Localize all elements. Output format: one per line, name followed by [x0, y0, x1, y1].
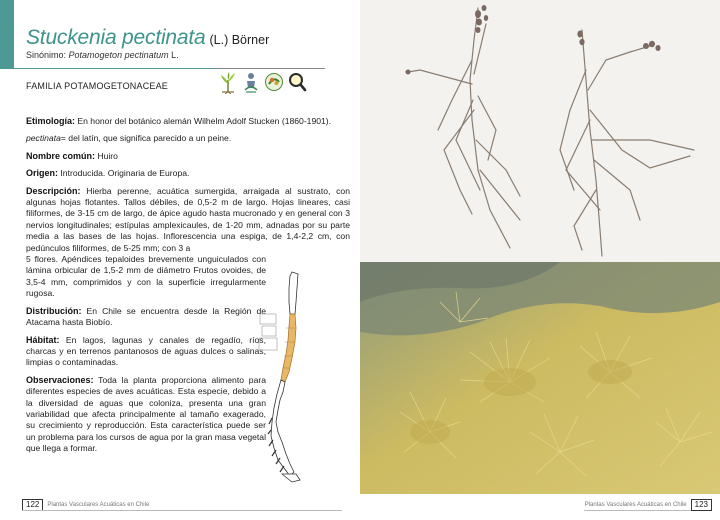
- pectinata-paragraph: [26, 133, 350, 144]
- family-name: FAMILIA POTAMOGETONACEAE: [26, 81, 168, 91]
- etymology-text: En honor del botánico alemán Wilhelm Adolf Stucken (1860-1901).: [75, 116, 332, 126]
- page-number-left: 122: [22, 499, 43, 511]
- herb-habit-icon: [218, 70, 238, 94]
- habitat-text: En lagos, lagunas y canales de regadío, ríos, charcas y en terrenos pantanosos de aguas dulces o salinas, limpias o contaminadas.: [26, 334, 266, 368]
- description-paragraph: [26, 186, 350, 254]
- distribution-text: En Chile se encuentra desde la Región de Atacama hasta Biobío.: [26, 305, 266, 328]
- observations-text: Toda la planta proporciona alimento para diferentes especies de aves acuáticas. Esta especie, debido a la diversidad de aguas que coloniza, presenta una gran variabilidad que afecta principalmente al tamaño exagerado, su crecimiento y reproducción. Esta característica puede ser un problema para los cursos de agua por la gran masa vegetal que llega a formar.: [26, 374, 266, 454]
- common-name-text: Huiro: [95, 150, 118, 161]
- magnifier-icon: [287, 70, 307, 94]
- habitat-label: Hábitat:: [26, 334, 60, 345]
- running-title-right: Plantas Vasculares Acuáticas en Chile: [584, 502, 687, 508]
- synonym-author: L.: [168, 50, 179, 60]
- synonym-label: Sinónimo:: [26, 50, 69, 60]
- running-title-left: Plantas Vasculares Acuáticas en Chile: [47, 502, 150, 508]
- etymology-label: Etimología:: [26, 116, 75, 126]
- title-rule-end: [215, 68, 325, 69]
- common-name-paragraph: [26, 151, 350, 162]
- etymology-paragraph: [26, 116, 350, 127]
- distribution-label: Distribución:: [26, 305, 82, 316]
- description-label: Descripción:: [26, 185, 81, 196]
- origin-label: Origen:: [26, 168, 59, 179]
- pectinata-text: = del latín, que significa parecido a un peine.: [60, 133, 232, 144]
- chile-distribution-map: [256, 268, 312, 486]
- waterfowl-food-icon: [264, 70, 284, 94]
- common-name-label: Nombre común:: [26, 150, 96, 161]
- page-title: [26, 26, 269, 50]
- description-continuation: 5 flores. Apéndices tepaloides brevemente unguiculados con lámina orbicular de 1,5-2 mm de diámetro Frutos ovoides, de 3,5-4 mm, comprimidos y con la superficie irregularmente rugosa.: [26, 254, 266, 299]
- observations-label: Observaciones:: [26, 374, 94, 385]
- title-author: (L.) Börner: [209, 33, 270, 47]
- aquatic-plant-icon: [241, 70, 261, 94]
- distribution-highlight: [281, 314, 296, 382]
- habitat-underwater-photo: [360, 262, 720, 494]
- pectinata-term: pectinata: [26, 133, 61, 144]
- scientific-name: Stuckenia pectinata: [26, 26, 206, 49]
- footer-right: [585, 499, 712, 511]
- synonym-line: [26, 50, 179, 60]
- footer-rule-left: [22, 510, 342, 511]
- origin-paragraph: [26, 168, 350, 179]
- synonym-name: Potamogeton pectinatum: [68, 50, 169, 60]
- page-number-right: 123: [691, 499, 712, 511]
- description-text-wide: Hierba perenne, acuática sumergida, arraigada al sustrato, con algunas hojas flotantes. Tallos débiles, de 0,5-2 m de largo. Hojas lineares, casi filiformes, de 3-15 cm de largo, de ápice agudo hasta mucronado y en general con 3 nervios longitudinales; estípulas amplexicaules, de 1-20 mm, adnadas por su parte media a las bases de las hojas. Inflorescencia una espiga, de 1,4-2,2 cm, con pedúnculos filiformes, de 5-25 mm; con 3 a: [26, 185, 350, 253]
- trait-icons: [218, 70, 307, 94]
- herbarium-specimen-image: [360, 0, 720, 262]
- accent-bar: [0, 0, 14, 68]
- distribution-paragraph: [26, 306, 266, 329]
- habitat-paragraph: [26, 335, 266, 369]
- right-page: [360, 0, 720, 520]
- observations-paragraph: [26, 375, 266, 455]
- origin-text: Introducida. Originaria de Europa.: [58, 168, 190, 179]
- title-rule: [0, 68, 215, 69]
